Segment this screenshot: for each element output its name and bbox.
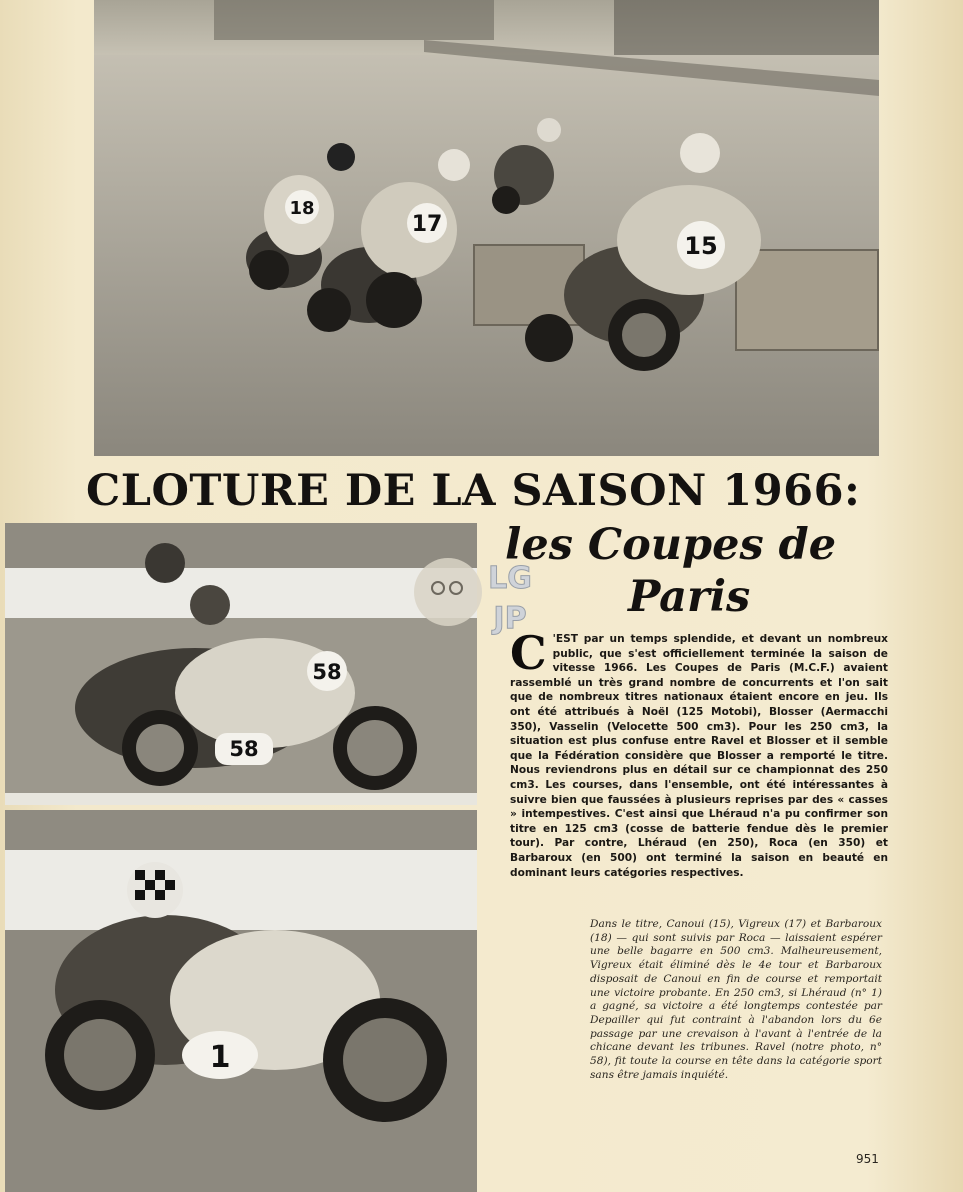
article-subhead-line1: les Coupes de xyxy=(505,520,837,570)
photo-caption: Dans le titre, Canoui (15), Vigreux (17) et Barbaroux (18) — qui sont suivis par Roca — laissaient espérer une belle bagarre en 500 cm3. Malheureusement, Vigreux était éliminé dès le 4e tour et Barbaroux disposait de Canoui en fin de course et remportait une victoire probante. En 250 cm3, si Lhéraud (n° 1) a gagné, sa victoire a été longtemps contestée par Depailler qui fut contraint à l'abandon lors du 6e passage par une crevaison à l'avant à l'entrée de la chicane devant les tribunes. Ravel (notre photo, n° 58), fit toute la course en tête dans la catégorie sport sans être jamais inquiété. xyxy=(590,918,882,1081)
top-race-photo xyxy=(94,0,879,456)
number-plate-17: 17 xyxy=(411,212,443,237)
number-plate-18: 18 xyxy=(289,198,315,219)
middle-race-illustration xyxy=(5,523,477,805)
middle-race-photo xyxy=(5,523,477,805)
body-paragraph: 'EST par un temps splendide, et devant un nombreux public, que s'est officiellement terminée la saison de vitesse 1966. Les Coupes de Paris (M.C.F.) avaient rassemblé un très grand nombre de concurrents et l'on sait que de nombreux titres nationaux étaient encore en jeu. Ils ont été attribués à Noël (125 Motobi), Blosser (Aermacchi 350), Vasselin (Velocette 500 cm3). Pour les 250 cm3, la situation est plus confuse entre Ravel et Blosser et il semble que la Fédération considère que Blosser a remporté le titre. Nous reviendrons plus en détail sur ce championnat des 250 cm3. Les courses, dans l'ensemble, ont été intéressantes à suivre bien que faussées à plusieurs reprises par des « casses » intempestives. C'est ainsi que Lhéraud n'a pu confirmer son titre en 125 cm3 (cosse de batterie fendue dès le premier tour). Par contre, Lhéraud (en 250), Roca (en 350) et Barbaroux (en 500) ont terminé la saison en beauté en dominant leurs catégories respectives. xyxy=(510,633,888,879)
article-body xyxy=(510,626,888,880)
article-headline: CLOTURE DE LA SAISON 1966: xyxy=(86,466,861,516)
number-plate-58-side: 58 xyxy=(229,737,259,761)
number-plate-1: 1 xyxy=(209,1040,231,1075)
collector-stamp xyxy=(410,540,550,640)
body-dropcap: C xyxy=(510,626,547,680)
number-plate-15: 15 xyxy=(684,232,718,260)
bottom-race-photo xyxy=(5,810,477,1192)
top-race-illustration xyxy=(94,0,879,456)
number-plate-58-front: 58 xyxy=(312,660,342,684)
bottom-race-illustration xyxy=(5,810,477,1192)
stamp-letters-jp: JP xyxy=(493,601,527,636)
page-number: 951 xyxy=(856,1152,879,1166)
stamp-letters-lg: LG xyxy=(488,561,532,596)
article-subhead-line2: Paris xyxy=(628,572,751,622)
